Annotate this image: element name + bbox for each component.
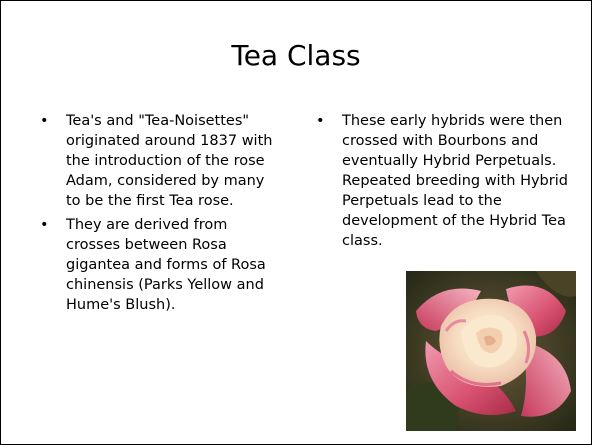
bullet-text: They are derived from crosses between Rosa gigantea and forms of Rosa chinensis (Parks Yellow and Hume's Blush). — [66, 217, 266, 313]
bullet-icon: • — [40, 217, 49, 233]
rose-image — [406, 271, 576, 431]
slide-title: Tea Class — [231, 39, 361, 72]
rose-illustration — [406, 271, 576, 431]
left-bullet-list — [38, 111, 283, 319]
bullet-icon: • — [316, 113, 325, 129]
bullet-text: These early hybrids were then crossed with Bourbons and eventually Hybrid Perpetuals. Repeated breeding with Hybrid Perpetuals lead to the development of the Hybrid Tea class. — [342, 113, 568, 249]
bullet-icon: • — [40, 113, 49, 129]
bullet-item — [314, 111, 576, 251]
bullet-item — [38, 215, 283, 315]
bullet-item — [38, 111, 283, 211]
right-bullet-list — [314, 111, 576, 255]
bullet-text: Tea's and "Tea-Noisettes" originated around 1837 with the introduction of the rose Adam, considered by many to be the first Tea rose. — [66, 113, 273, 209]
